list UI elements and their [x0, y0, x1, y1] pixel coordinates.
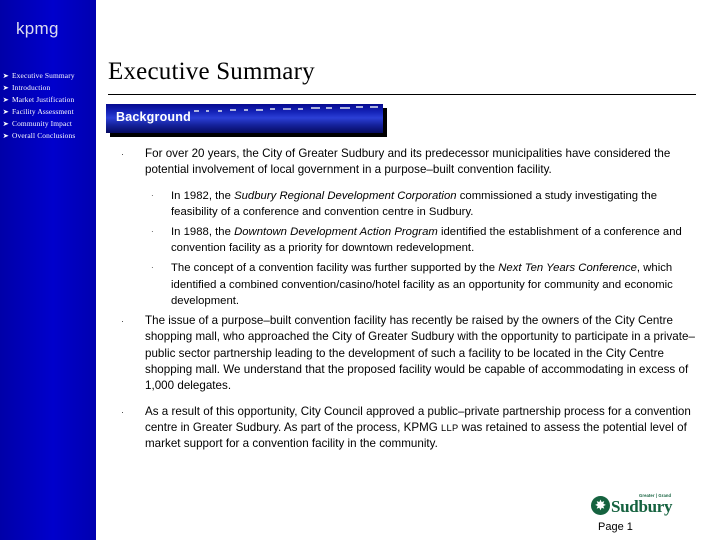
sudbury-name: Sudbury: [611, 497, 673, 516]
star-icon: ✸: [594, 497, 607, 513]
text-run: As a result of this opportunity, City Council approved a public–private partnership process for a convention centre in Greater Sudbury. As part of the process, KPMG: [145, 404, 691, 434]
banner-dot-decoration: [230, 109, 236, 111]
banner-dot-decoration: [311, 107, 320, 109]
banner-dot-decoration: [256, 109, 263, 111]
text-run: The concept of a convention facility was further supported by the: [171, 262, 499, 275]
sudbury-wordmark: [611, 495, 672, 515]
text-run: Sudbury Regional Development Corporation: [234, 189, 457, 202]
bullet-item: [106, 404, 706, 453]
text-run: was retained to assess the potential level of market support for a convention facility in the community.: [145, 420, 687, 451]
arrow-bullet-icon: ➤: [2, 85, 10, 92]
bullet-text: [171, 260, 706, 309]
title-divider: [108, 94, 696, 95]
bullet-marker-icon: ·: [121, 316, 124, 327]
slide-body: [96, 0, 720, 540]
arrow-bullet-icon: ➤: [2, 121, 10, 128]
text-run: commissioned a study investigating the feasibility of a conference and convention centre in Sudbury.: [171, 189, 658, 218]
sidebar-item-label: Market Justification: [12, 95, 75, 104]
banner-dot-decoration: [298, 108, 303, 110]
sidebar: [0, 0, 96, 540]
text-run: , which identified a combined convention/casino/hotel facility as an opportunity for community and economic development.: [171, 262, 673, 307]
banner-dot-decoration: [356, 106, 363, 108]
text-run: In 1982, the: [171, 189, 235, 202]
sidebar-item-executive-summary[interactable]: [3, 70, 96, 82]
text-run: For over 20 years, the City of Greater Sudbury and its predecessor municipalities have considered the potential involvement of local government in a purpose–built convention facility.: [145, 147, 671, 177]
banner-dot-decoration: [206, 110, 209, 112]
sidebar-item-introduction[interactable]: [3, 82, 96, 94]
text-run: Next Ten Years Conference: [498, 262, 637, 275]
banner-label: Background: [116, 110, 191, 124]
sidebar-item-market-justification[interactable]: [3, 94, 96, 106]
sidebar-item-community-impact[interactable]: [3, 118, 96, 130]
bullet-text: [145, 404, 706, 453]
sub-bullet-item: [106, 188, 706, 220]
bullet-marker-icon: ·: [151, 227, 154, 236]
bullet-text: [145, 313, 706, 394]
arrow-bullet-icon: ➤: [2, 97, 10, 104]
sudbury-logo: [591, 492, 687, 518]
bullet-text: [171, 188, 706, 220]
bullet-text: [171, 224, 706, 256]
sub-bullet-item: [106, 224, 706, 256]
sidebar-item-label: Facility Assessment: [12, 107, 74, 116]
bullet-item: [106, 146, 706, 179]
text-run: In 1988, the: [171, 226, 235, 238]
arrow-bullet-icon: ➤: [2, 133, 10, 140]
sidebar-nav: [3, 70, 96, 142]
banner-dot-decoration: [270, 108, 275, 110]
bullet-marker-icon: ·: [151, 190, 154, 200]
banner-dot-decoration: [340, 107, 350, 109]
banner-dot-decoration: [283, 108, 291, 110]
text-run: Downtown Development Action Program: [234, 226, 438, 238]
banner-fill: [106, 104, 383, 133]
sidebar-item-label: Overall Conclusions: [12, 131, 76, 140]
sudbury-tagline: Greater | Grand: [638, 493, 672, 498]
sudbury-emblem-icon: [591, 496, 610, 515]
banner-dot-decoration: [194, 110, 199, 112]
bullet-marker-icon: ·: [151, 263, 154, 273]
content-bullets: [106, 146, 706, 461]
section-banner: [106, 104, 383, 133]
kpmg-logo: kpmg: [16, 19, 59, 38]
page-number: Page 1: [598, 521, 633, 533]
bullet-item: [106, 313, 706, 394]
sidebar-item-label: Community Impact: [12, 119, 73, 128]
bullet-marker-icon: ·: [121, 406, 124, 417]
arrow-bullet-icon: ➤: [2, 109, 10, 116]
text-run: LLP: [441, 422, 459, 433]
sidebar-item-facility-assessment[interactable]: [3, 106, 96, 118]
banner-dot-decoration: [370, 106, 378, 108]
sidebar-item-label: Introduction: [12, 83, 51, 92]
page-title: Executive Summary: [108, 58, 315, 85]
banner-dot-decoration: [218, 110, 222, 112]
sub-bullet-item: [106, 260, 706, 309]
arrow-bullet-icon: ➤: [2, 73, 10, 80]
sub-bullet-group: [106, 188, 706, 309]
text-run: identified the establishment of a conference and convention facility as a priority for downtown redevelopment.: [171, 226, 682, 255]
bullet-text: [145, 146, 706, 179]
text-run: The issue of a purpose–built convention facility has recently be raised by the owners of the City Centre shopping mall, who approached the City of Greater Sudbury with the opportunity to participate in a private–public sector partnership leading to the development of such a facility to be located in the City Centre shopping mall. We understand that the proposed facility would be capable of accommodating in excess of 1,000 delegates.: [145, 314, 695, 393]
bullet-marker-icon: ·: [121, 149, 124, 159]
sidebar-item-label: Executive Summary: [12, 71, 75, 80]
banner-dot-decoration: [244, 109, 248, 111]
banner-dot-decoration: [326, 107, 332, 109]
sidebar-item-overall-conclusions[interactable]: [3, 130, 96, 142]
